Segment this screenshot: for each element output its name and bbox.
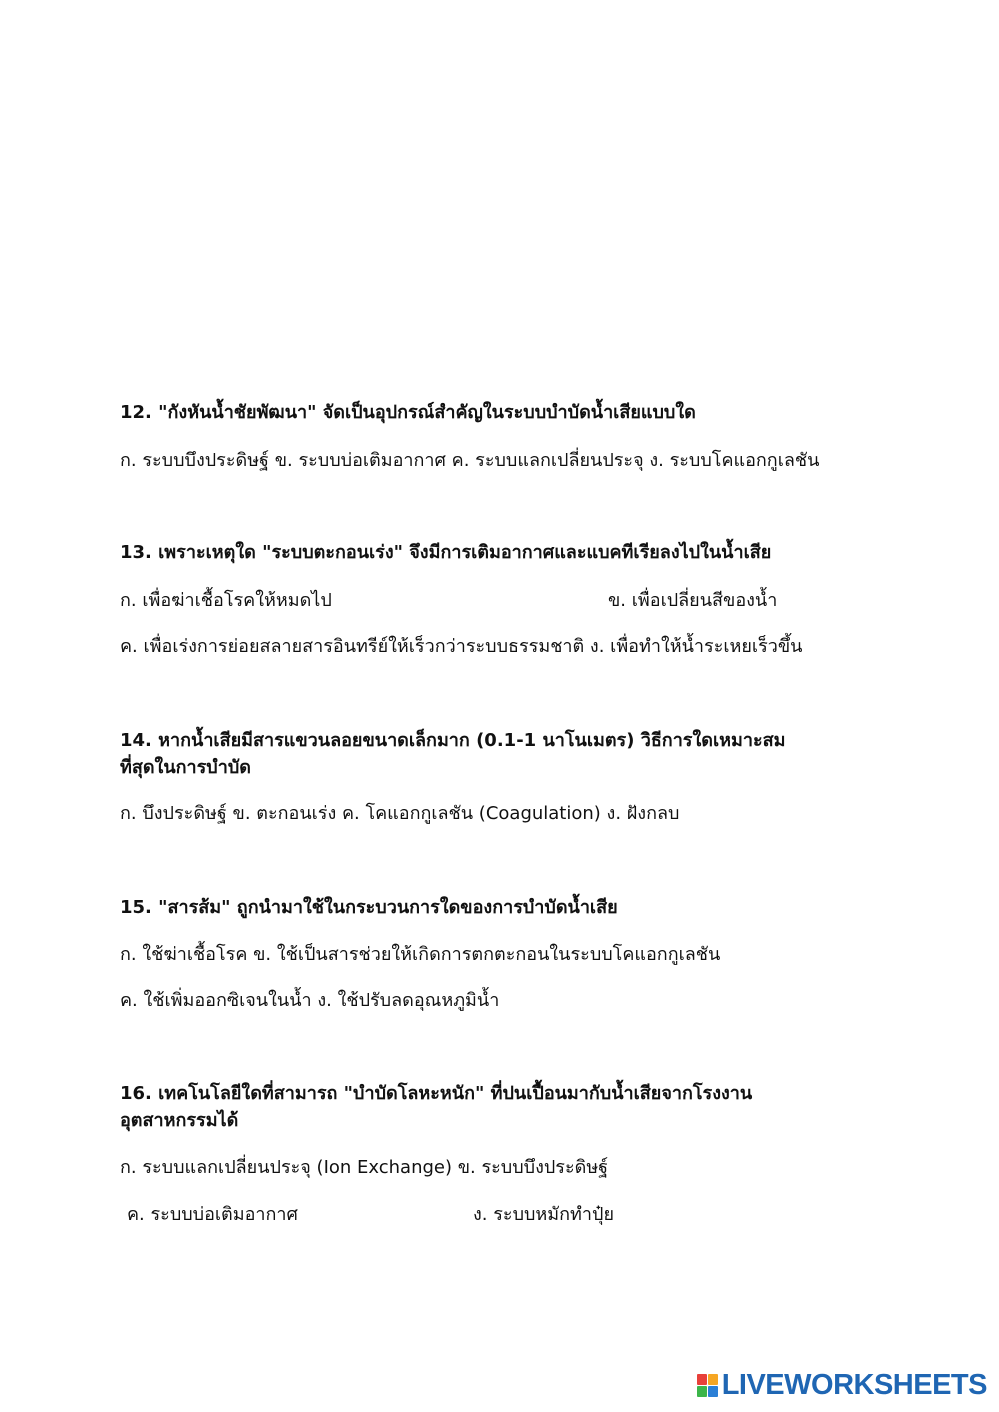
question-12-title: 12. "กังหันน้ำชัยพัฒนา" จัดเป็นอุปกรณ์สำคัญในระบบบำบัดน้ำเสียแบบใด — [120, 402, 696, 423]
liveworksheets-logo — [697, 1369, 987, 1402]
logo-square-red — [697, 1374, 707, 1385]
question-14-options: ก. บึงประดิษฐ์ ข. ตะกอนเร่ง ค. โคแอกกูเลชัน (Coagulation) ง. ฝังกลบ — [120, 803, 680, 824]
question-16-option-c: ค. ระบบบ่อเติมอากาศ — [127, 1204, 298, 1225]
question-13-title: 13. เพราะเหตุใด "ระบบตะกอนเร่ง" จึงมีการเติมอากาศและแบคทีเรียลงไปในน้ำเสีย — [120, 542, 772, 563]
question-16-option-d: ง. ระบบหมักทำปุ๋ย — [473, 1204, 614, 1225]
logo-square-green — [697, 1386, 707, 1397]
question-15-title: 15. "สารส้ม" ถูกนำมาใช้ในกระบวนการใดของการบำบัดน้ำเสีย — [120, 897, 618, 918]
question-15-options-cd: ค. ใช้เพิ่มออกซิเจนในน้ำ ง. ใช้ปรับลดอุณหภูมิน้ำ — [120, 990, 500, 1011]
question-15-options-ab: ก. ใช้ฆ่าเชื้อโรค ข. ใช้เป็นสารช่วยให้เกิดการตกตะกอนในระบบโคแอกกูเลชัน — [120, 944, 721, 965]
question-16-title-line2: อุตสาหกรรมได้ — [120, 1110, 239, 1131]
question-16-options-ab: ก. ระบบแลกเปลี่ยนประจุ (Ion Exchange) ข. ระบบบึงประดิษฐ์ — [120, 1157, 609, 1178]
logo-square-orange — [708, 1374, 718, 1385]
logo-text: LIVEWORKSHEETS — [721, 1369, 987, 1401]
logo-mark-icon — [697, 1374, 718, 1397]
question-13-option-a: ก. เพื่อฆ่าเชื้อโรคให้หมดไป — [120, 590, 332, 611]
question-13-option-b: ข. เพื่อเปลี่ยนสีของน้ำ — [608, 590, 778, 611]
question-16-title-line1: 16. เทคโนโลยีใดที่สามารถ "บำบัดโลหะหนัก" ที่ปนเปื้อนมากับน้ำเสียจากโรงงาน — [120, 1083, 753, 1104]
question-12-options: ก. ระบบบึงประดิษฐ์ ข. ระบบบ่อเติมอากาศ ค. ระบบแลกเปลี่ยนประจุ ง. ระบบโคแอกกูเลชัน — [120, 450, 820, 471]
question-14-title-line1: 14. หากน้ำเสียมีสารแขวนลอยขนาดเล็กมาก (0.1-1 นาโนเมตร) วิธีการใดเหมาะสม — [120, 730, 786, 751]
logo-square-blue — [708, 1386, 718, 1397]
question-13-options-cd: ค. เพื่อเร่งการย่อยสลายสารอินทรีย์ให้เร็วกว่าระบบธรรมชาติ ง. เพื่อทำให้น้ำระเหยเร็วขึ้น — [120, 636, 803, 657]
question-14-title-line2: ที่สุดในการบำบัด — [120, 757, 251, 778]
